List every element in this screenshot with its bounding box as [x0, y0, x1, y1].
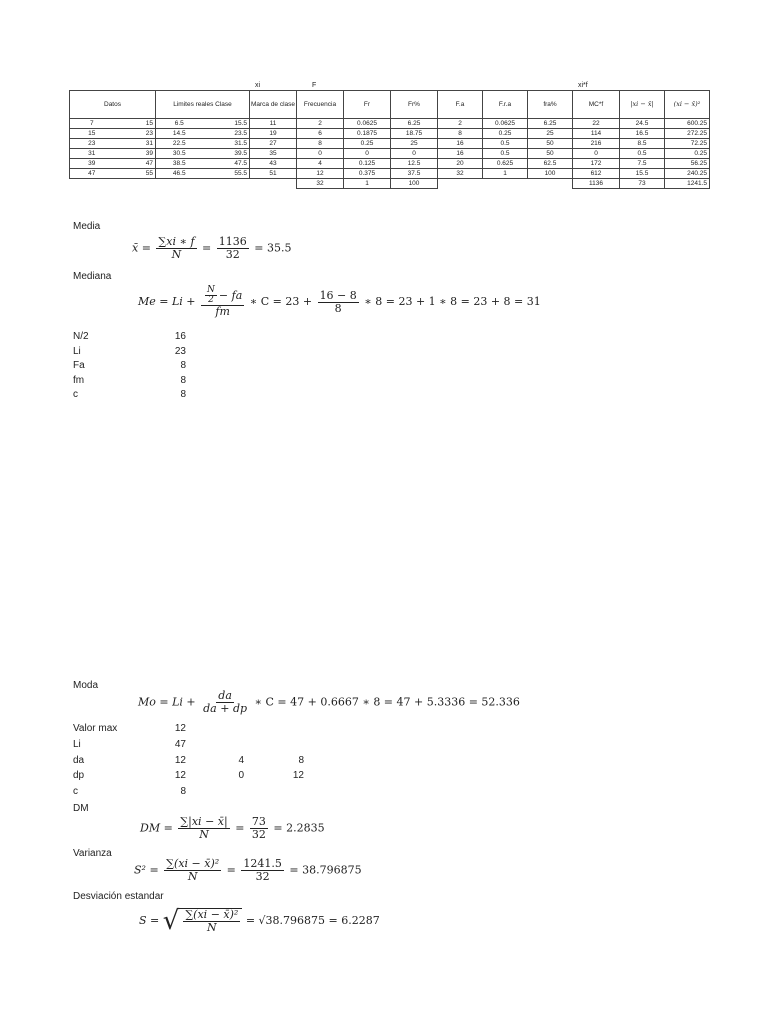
varianza-den: N — [187, 870, 198, 883]
col-header-fa: F.a — [438, 91, 483, 119]
table-cell: 15 — [70, 129, 114, 139]
table-cell: 50 — [528, 149, 573, 159]
total-frp: 100 — [391, 179, 438, 189]
table-cell: 22.5 — [156, 139, 203, 149]
mediana-var-name: Li — [73, 345, 81, 357]
col-header-frap: fra% — [528, 91, 573, 119]
table-cell: 55.5 — [203, 169, 250, 179]
moda-title: Moda — [73, 680, 99, 691]
media-lhs: x̄ = — [132, 241, 151, 255]
varianza-formula: S² = $\frac{\text{∑(xi − x̄)²}}{N}$ = $\frac{1241.5}{32}$ = 38.796875 — [134, 857, 362, 883]
table-cell: 4 — [297, 159, 344, 169]
table-cell: 0.5 — [483, 139, 528, 149]
moda-formula — [138, 690, 520, 715]
varianza-result: = 38.796875 — [289, 863, 362, 877]
moda-num: da — [218, 689, 232, 702]
table-cell: 12 — [297, 169, 344, 179]
table-cell: 8.5 — [620, 139, 665, 149]
table-cell: 15 — [114, 119, 156, 129]
table-totals-row — [70, 179, 710, 189]
table-cell: 11 — [250, 119, 297, 129]
table-cell: 600.25 — [665, 119, 710, 129]
table-cell: 8 — [438, 129, 483, 139]
table-cell: 16 — [438, 139, 483, 149]
varianza-title: Varianza — [73, 848, 112, 859]
header-F-label: F — [312, 82, 317, 89]
dm-num: ∑|xi − x̄| — [180, 815, 228, 828]
table-cell: 612 — [573, 169, 620, 179]
table-cell: 0 — [297, 149, 344, 159]
dm-num2: 73 — [251, 815, 266, 828]
mediana-var-name: fm — [73, 374, 85, 386]
media-den: N — [171, 248, 182, 261]
header-xi-label: xi — [255, 82, 261, 89]
dm-result: = 2.2835 — [273, 821, 325, 835]
media-formula: x̄ = $\frac{\sum xi ∗ f}{N}$ = $\frac{1136}{32}$ = 35.5 — [132, 235, 292, 261]
table-cell: 43 — [250, 159, 297, 169]
table-cell: 2 — [297, 119, 344, 129]
table-cell: 6.25 — [528, 119, 573, 129]
table-cell: 7.5 — [620, 159, 665, 169]
desviacion-num: ∑(xi − x̄)² — [185, 907, 239, 921]
table-cell: 0.25 — [665, 149, 710, 159]
dm-den: N — [199, 828, 209, 841]
desviacion-title: Desviación estandar — [73, 891, 164, 902]
table-cell: 15.5 — [620, 169, 665, 179]
mediana-var-value: 8 — [180, 389, 186, 400]
table-cell: 25 — [391, 139, 438, 149]
table-cell: 0.0625 — [483, 119, 528, 129]
desviacion-result: = √38.796875 = 6.2287 — [245, 914, 380, 927]
table-cell: 0.125 — [344, 159, 391, 169]
table-cell: 18.75 — [391, 129, 438, 139]
media-title: Media — [73, 221, 101, 232]
table-row — [70, 129, 710, 139]
mediana-inner-rest: − fa — [218, 288, 243, 302]
table-cell: 7 — [70, 119, 114, 129]
moda-lhs: Mo = Li + — [138, 695, 196, 709]
mediana-result: ∗ 8 = 23 + 1 ∗ 8 = 23 + 8 = 31 — [364, 295, 541, 308]
table-cell: 172 — [573, 159, 620, 169]
table-cell: 72.25 — [665, 139, 710, 149]
col-header-frp: Fr% — [391, 91, 438, 119]
table-cell: 62.5 — [528, 159, 573, 169]
moda-var-name: c — [73, 786, 78, 798]
moda-var-value: 47 — [174, 738, 186, 750]
mediana-var-name: Fa — [73, 360, 85, 371]
table-cell: 240.25 — [665, 169, 710, 179]
col-header-fr: Fr — [344, 91, 391, 119]
mediana-lhs: Me = Li + — [138, 295, 196, 308]
table-cell: 19 — [250, 129, 297, 139]
table-cell: 0 — [573, 149, 620, 159]
table-cell: 16.5 — [620, 129, 665, 139]
table-cell: 47 — [70, 169, 114, 179]
moda-var-name: Valor max — [73, 723, 118, 734]
moda-var-value: 8 — [180, 786, 186, 798]
table-cell: 6.25 — [391, 119, 438, 129]
mediana-var-name: c — [73, 389, 78, 400]
desviacion-den: N — [207, 920, 217, 934]
varianza-num2: 1241.5 — [243, 857, 282, 870]
media-den2: 32 — [225, 248, 240, 261]
table-cell: 47 — [114, 159, 156, 169]
table-cell: 50 — [528, 139, 573, 149]
table-cell: 38.5 — [156, 159, 203, 169]
table-cell: 37.5 — [391, 169, 438, 179]
table-cell: 0 — [344, 149, 391, 159]
header-xif-label: xi*f — [578, 82, 588, 89]
moda-var-a: 4 — [238, 754, 244, 766]
table-cell: 0.1875 — [344, 129, 391, 139]
table-cell: 20 — [438, 159, 483, 169]
table-cell: 47.5 — [203, 159, 250, 169]
mediana-var-value: 8 — [180, 374, 186, 386]
media-num: ∑xi ∗ f — [158, 235, 195, 248]
table-cell: 114 — [573, 129, 620, 139]
desviacion-formula — [139, 906, 380, 936]
table-cell: 27 — [250, 139, 297, 149]
mediana-den: fm — [215, 305, 230, 318]
table-cell: 23.5 — [203, 129, 250, 139]
moda-var-value: 12 — [174, 754, 186, 766]
col-header-limites: Limites reales Clase — [156, 91, 250, 119]
total-abs-dev: 73 — [620, 179, 665, 189]
table-cell: 39 — [70, 159, 114, 169]
total-frecuencia: 32 — [297, 179, 344, 189]
table-cell: 46.5 — [156, 169, 203, 179]
mediana-var-value: 23 — [174, 345, 186, 357]
table-cell: 31 — [70, 149, 114, 159]
mediana-formula — [138, 286, 541, 318]
mediana-title: Mediana — [73, 271, 112, 282]
mediana-inner-num: N — [207, 285, 215, 295]
moda-var-name: Li — [73, 738, 81, 750]
table-cell: 39 — [114, 149, 156, 159]
table-cell: 23 — [70, 139, 114, 149]
dm-formula: DM = $\frac{\sum|xi - x̄|}{N}$ = $\frac{73}{32}$ = 2.2835 — [140, 815, 325, 841]
varianza-den2: 32 — [255, 870, 270, 883]
varianza-lhs: S² = — [134, 863, 159, 877]
mediana-mid: ∗ C = 23 + — [249, 295, 313, 308]
moda-var-a: 0 — [238, 770, 244, 782]
moda-var-b: 8 — [298, 754, 304, 766]
table-cell: 30.5 — [156, 149, 203, 159]
dm-den2: 32 — [251, 828, 266, 841]
mediana-var-value: 8 — [180, 360, 186, 371]
dm-title: DM — [73, 803, 89, 814]
col-header-fra: F.r.a — [483, 91, 528, 119]
table-cell: 0.25 — [483, 129, 528, 139]
table-cell: 0.0625 — [344, 119, 391, 129]
table-cell: 6.5 — [156, 119, 203, 129]
dm-lhs: DM = — [140, 821, 173, 835]
table-cell: 55 — [114, 169, 156, 179]
mediana-inner-den: 2 — [208, 295, 214, 305]
table-cell: 24.5 — [620, 119, 665, 129]
col-header-marca: Marca de clase — [250, 91, 297, 119]
moda-result: ∗ C = 47 + 0.6667 ∗ 8 = 47 + 5.3336 = 52.336 — [254, 695, 520, 709]
table-cell: 8 — [297, 139, 344, 149]
col-header-mcf: MC*f — [573, 91, 620, 119]
moda-den: da + dp — [203, 702, 248, 715]
table-cell: 39.5 — [203, 149, 250, 159]
table-cell: 14.5 — [156, 129, 203, 139]
table-cell: 15.5 — [203, 119, 250, 129]
total-mcf: 1136 — [573, 179, 620, 189]
table-row — [70, 159, 710, 169]
table-cell: 23 — [114, 129, 156, 139]
frequency-table — [69, 90, 710, 189]
table-cell: 272.25 — [665, 129, 710, 139]
table-header-row — [70, 91, 710, 119]
table-cell: 2 — [438, 119, 483, 129]
table-cell: 31.5 — [203, 139, 250, 149]
mediana-var-value: 16 — [174, 331, 186, 342]
table-cell: 1 — [483, 169, 528, 179]
table-cell: 56.25 — [665, 159, 710, 169]
col-header-sq-dev: (xi − x̄)² — [665, 91, 710, 119]
media-num2: 1136 — [218, 235, 247, 248]
col-header-abs-dev: |xi − x̄| — [620, 91, 665, 119]
moda-var-name: dp — [73, 770, 85, 782]
mediana-var-name: N/2 — [73, 331, 89, 342]
col-header-datos: Datos — [70, 91, 156, 119]
desviacion-lhs: S = — [139, 914, 160, 927]
table-cell: 6 — [297, 129, 344, 139]
total-sq-dev: 1241.5 — [665, 179, 710, 189]
moda-var-name: da — [73, 754, 85, 766]
table-cell: 0.5 — [483, 149, 528, 159]
table-cell: 216 — [573, 139, 620, 149]
sqrt-sign-icon: √ — [162, 906, 180, 936]
table-cell: 51 — [250, 169, 297, 179]
table-cell: 0.625 — [483, 159, 528, 169]
table-cell: 22 — [573, 119, 620, 129]
table-cell: 16 — [438, 149, 483, 159]
table-row — [70, 139, 710, 149]
table-row — [70, 149, 710, 159]
table-cell: 0 — [391, 149, 438, 159]
moda-var-value: 12 — [174, 770, 186, 782]
mediana-num2: 16 − 8 — [319, 288, 357, 302]
media-result: = 35.5 — [254, 241, 292, 255]
table-cell: 25 — [528, 129, 573, 139]
table-cell: 0.375 — [344, 169, 391, 179]
col-header-frecuencia: Frecuencia — [297, 91, 344, 119]
moda-var-value: 12 — [174, 723, 186, 734]
table-cell: 32 — [438, 169, 483, 179]
table-cell: 31 — [114, 139, 156, 149]
table-cell: 0.25 — [344, 139, 391, 149]
varianza-num: ∑(xi − x̄)² — [166, 857, 220, 870]
table-cell: 0.5 — [620, 149, 665, 159]
table-row — [70, 119, 710, 129]
table-cell: 35 — [250, 149, 297, 159]
table-cell: 100 — [528, 169, 573, 179]
mediana-den2: 8 — [334, 301, 342, 315]
moda-var-b: 12 — [292, 770, 304, 782]
table-row — [70, 169, 710, 179]
table-cell: 12.5 — [391, 159, 438, 169]
total-fr: 1 — [344, 179, 391, 189]
